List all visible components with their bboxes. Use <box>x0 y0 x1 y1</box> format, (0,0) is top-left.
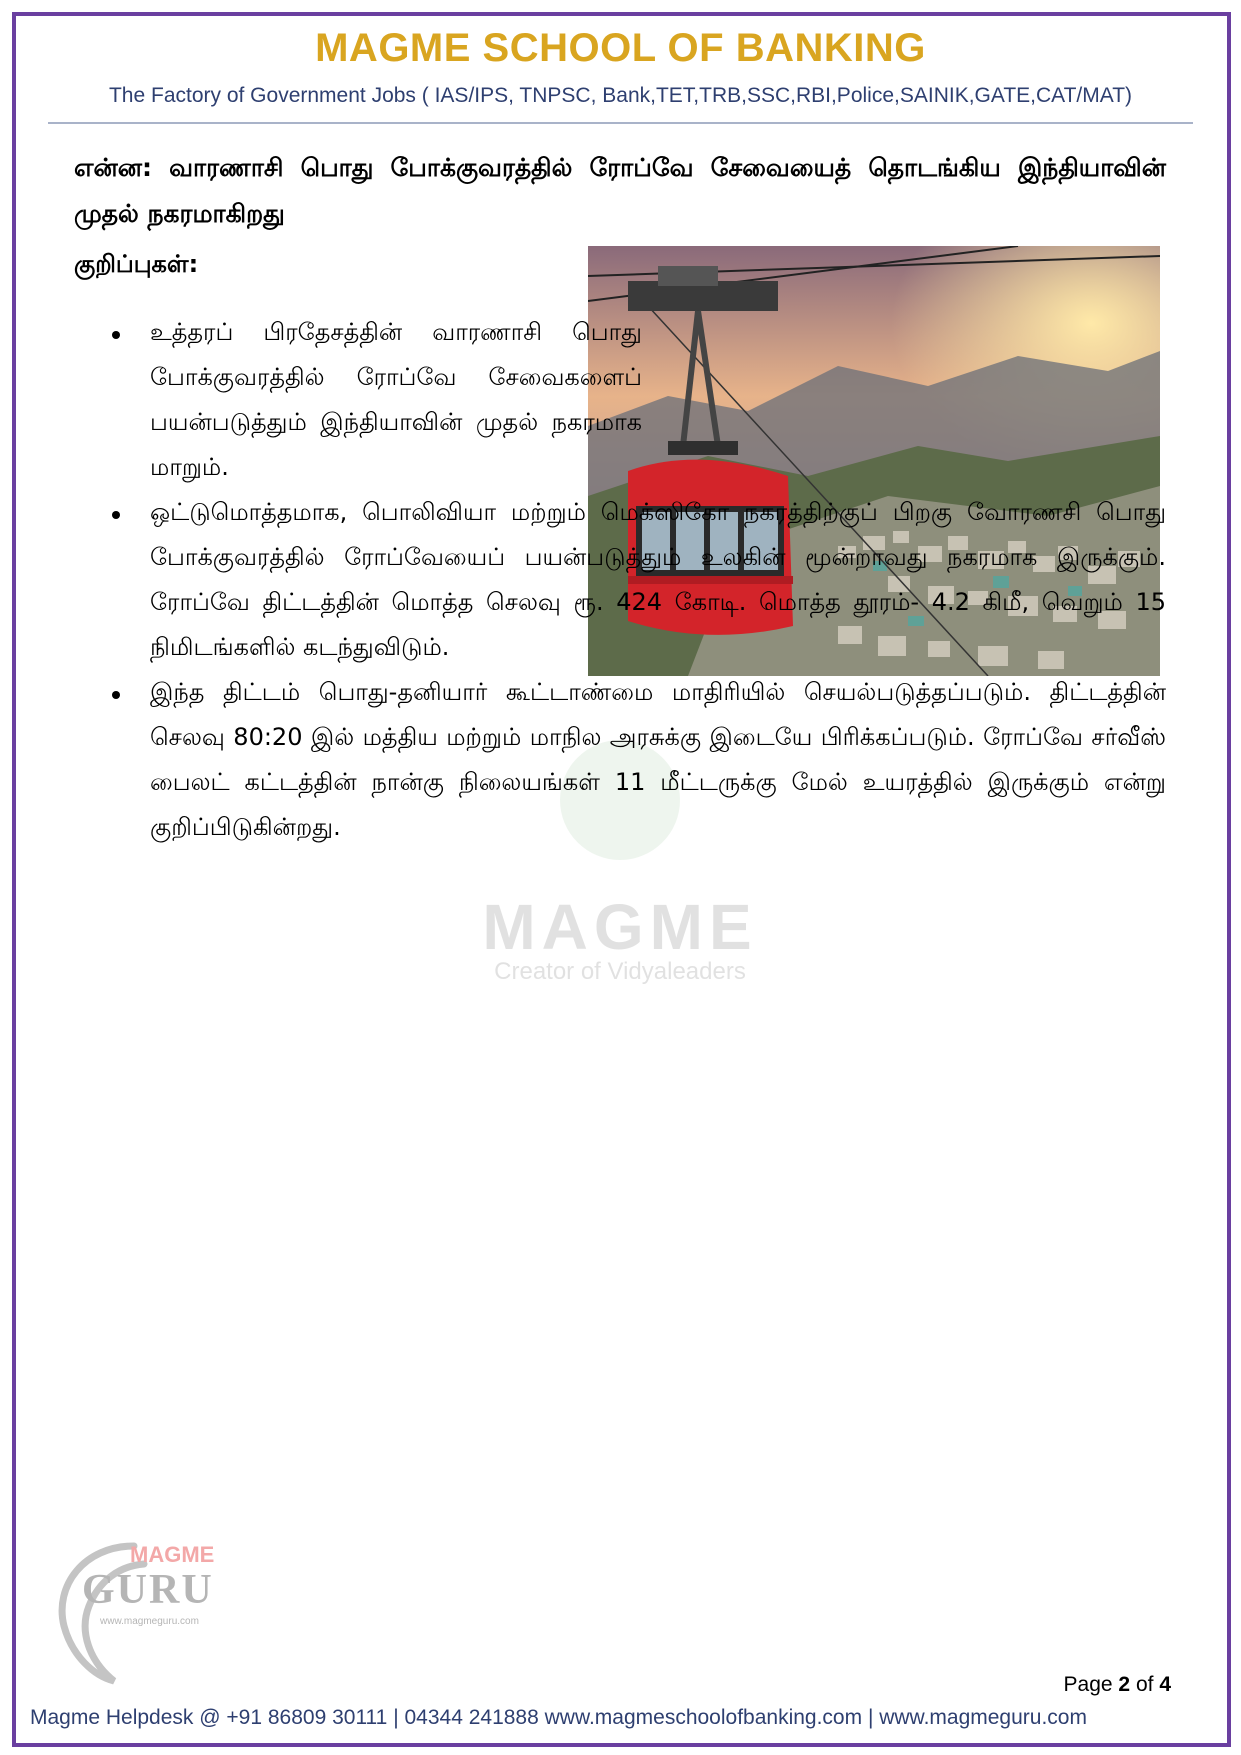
bullet-text: இந்த திட்டம் பொது-தனியார் கூட்டாண்மை மாதிரியில் செயல்படுத்தப்படும். திட்டத்தின் செலவு 80:20 இல் மத்திய மற்றும் மாநில அரசுக்கு இடையே பிரிக்கப்படும். ரோப்வே சர்வீஸ் பைலட் கட்டத்தின் நான்கு நிலையங்கள் 11 மீட்டருக்கு மேல் உயரத்தில் இருக்கும் என்று குறிப்பிடுகின்றது. <box>150 678 1166 841</box>
tagline: The Factory of Government Jobs ( IAS/IPS, TNPSC, Bank,TET,TRB,SSC,RBI,Police,SAINIK,GATE,CAT/MAT) <box>108 84 1133 107</box>
page-current: 2 <box>1118 1673 1131 1696</box>
bullet-item <box>74 310 1166 490</box>
header-divider <box>48 122 1193 124</box>
page-of: of <box>1135 1673 1154 1696</box>
footer-contact: Magme Helpdesk @ +91 86809 30111 | 04344 241888 www.magmeschoolofbanking.com | www.magmeguru.com <box>30 1706 1087 1729</box>
bullet-item <box>74 670 1166 850</box>
page-number <box>1064 1673 1171 1697</box>
bullet-dot-icon <box>112 511 120 519</box>
watermark-tag: Creator of Vidyaleaders <box>494 958 746 985</box>
bullet-dot-icon <box>112 331 120 339</box>
bullet-text: உத்தரப் பிரதேசத்தின் வாரணாசி பொது போக்குவரத்தில் ரோப்வே சேவைகளைப் பயன்படுத்தும் இந்தியாவின் முதல் நகரமாக மாறும். <box>150 318 642 481</box>
page-total: 4 <box>1159 1673 1171 1696</box>
bullet-item <box>74 490 1166 670</box>
logo-brand: MAGME <box>130 1542 215 1567</box>
bullet-dot-icon <box>112 691 120 699</box>
notes-label: குறிப்புகள்: <box>74 250 199 278</box>
logo-name: GURU <box>82 1567 214 1613</box>
school-title: MAGME SCHOOL OF BANKING <box>315 26 926 70</box>
bullet-text: ஒட்டுமொத்தமாக, பொலிவியா மற்றும் மெக்ஸிகோ நகரத்திற்குப் பிறகு வோரணசி பொது போக்குவரத்தில் ரோப்வேயைப் பயன்படுத்தும் உலகின் மூன்றாவது நகரமாக இருக்கும். ரோப்வே திட்டத்தின் மொத்த செலவு ரூ. 424 கோடி. மொத்த தூரம்- 4.2 கிமீ, வெறும் 15 நிமிடங்களில் கடந்துவிடும். <box>150 498 1167 661</box>
article-headline: என்ன: வாரணாசி பொது போக்குவரத்தில் ரோப்வே சேவையைத் தொடங்கிய இந்தியாவின் முதல் நகரமாகிறது <box>74 153 1166 228</box>
watermark-word: MAGME <box>482 891 758 963</box>
bullet-list <box>74 310 1166 850</box>
logo-url: www.magmeguru.com <box>100 1616 199 1627</box>
page-prefix: Page <box>1063 1673 1113 1696</box>
magme-guru-logo <box>44 1536 234 1686</box>
